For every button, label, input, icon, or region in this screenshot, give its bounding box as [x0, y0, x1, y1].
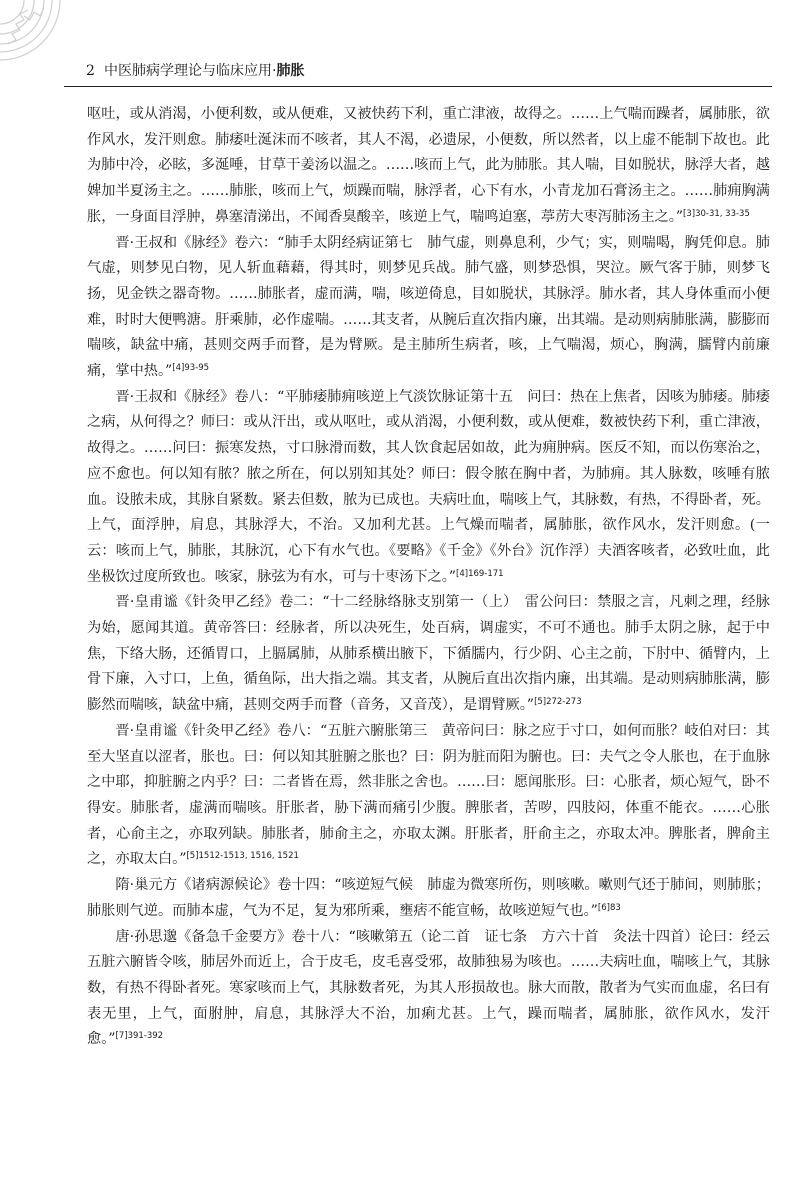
paragraph-text: 唐·孙思邈《备急千金要方》卷十八：“咳嗽第五（论二首 证七条 方六十首 灸法十四首）论曰：经云五脏六腑皆令咳，肺居外而近上，合于皮毛，皮毛喜受邪，故肺独易为咳也。……夫病吐血，喘咳上气，其脉数，有热不得卧者死。寒家咳而上气，其脉数者死，为其人形损故也。脉大而散，散者为气实而血虚，名曰有表无里，上气，面胕肿，肩息，其脉浮大不治，加痢尤甚。上气，躁而喘者，属肺胀，欲作风水，发汗愈。”	[87, 928, 770, 1048]
paragraph-text: 晋·皇甫谧《针灸甲乙经》卷八：“五脏六腑胀第三 黄帝问曰：脉之应于寸口，如何而胀？岐伯对曰：其至大坚直以涩者，胀也。曰：何以知其脏腑之胀也？曰：阴为脏而阳为腑也。曰：夫气之令人胀也，在于血脉之中耶，抑脏腑之内乎？曰：二者皆在焉，然非胀之舍也。……曰：愿闻胀形。曰：心胀者，烦心短气，卧不得安。肺胀者，虚满而喘咳。肝胀者，胁下满而痛引少腹。脾胀者，苦哕，四肢闷，体重不能衣。……心胀者，心俞主之，亦取列缺。肺胀者，肺俞主之，亦取太渊。肝胀者，肝俞主之，亦取太冲。脾胀者，脾俞主之，亦取太白。”	[87, 722, 770, 868]
decorative-seal-ornament	[0, 0, 64, 64]
paragraph-text: 晋·皇甫谧《针灸甲乙经》卷二：“十二经脉络脉支别第一（上） 雷公问曰：禁服之言，凡刺之理，经脉为始，愿闻其道。黄帝答曰：经脉者，所以决死生，处百病，调虚实，不可不通也。肺手太阴之脉，起于中焦，下络大肠，还循胃口，上膈属肺，从肺系横出腋下，下循臑内，行少阴、心主之前，下肘中、循臂内，上骨下廉，入寸口，上鱼，循鱼际，出大指之端。其支者，从腕后直出次指内廉，出其端。是动则病肺胀满，膨膨然而喘咳，缺盆中痛，甚则交两手而瞀（音务，又音茂），是谓臂厥。”	[87, 594, 770, 714]
paragraph-jiayijing-8	[87, 719, 770, 873]
book-title: 中医肺病学理论与临床应用	[104, 63, 272, 79]
running-title	[104, 60, 304, 82]
page-header	[64, 60, 772, 87]
body-text	[87, 102, 770, 1053]
title-separator: ·	[272, 63, 277, 79]
paragraph-text: 晋·王叔和《脉经》卷六：“肺手太阴经病证第七 肺气虚，则鼻息利，少气；实，则喘喝，胸凭仰息。肺气虚，则梦见白物，见人斩血藉藉，得其时，则梦见兵战。肺气盛，则梦恐惧，哭泣。厥气客于肺，则梦飞扬，见金铁之器奇物。……肺胀者，虚而满，喘，咳逆倚息，目如脱状，其脉浮。肺水者，其人身体重而小便难，时时大便鸭溏。肝乘肺，必作虚喘。……其支者，从腕后直次指内廉，出其端。是动则病肺胀满，膨膨而喘咳，缺盆中痛，甚则交两手而瞀，是为臂厥。是主肺所生病者，咳，上气喘渴，烦心，胸满，臑臂内前廉痛，掌中热。”	[87, 234, 770, 380]
citation-ref: [5]272-273	[534, 697, 582, 708]
citation-ref: [7]391-392	[115, 1031, 164, 1042]
paragraph-text: 呕吐，或从消渴，小便利数，或从便难，又被快药下利，重亡津液，故得之。……上气喘而躁者，属肺胀，欲作风水，发汗则愈。肺痿吐涎沫而不咳者，其人不渴，必遗尿，小便数，所以然者，以上虚不能制下故也。此为肺中冷，必眩，多涎唾，甘草干姜汤以温之。……咳而上气，此为肺胀。其人喘，目如脱状，脉浮大者，越婢加半夏汤主之。……肺胀，咳而上气，烦躁而喘，脉浮者，心下有水，小青龙加石膏汤主之。……肺痈胸满胀，一身面目浮肿，鼻塞清涕出，不闻香臭酸辛，咳逆上气，喘鸣迫塞，葶苈大枣泻肺汤主之。”	[87, 106, 770, 225]
chapter-title: 肺胀	[276, 63, 305, 79]
page-number: 2	[86, 63, 95, 79]
citation-ref: [5]1512-1513, 1516, 1521	[186, 851, 299, 862]
paragraph-maijing-8	[87, 385, 770, 591]
paragraph-jiayijing-2	[87, 590, 770, 719]
paragraph-zhubingyuanhou	[87, 873, 770, 924]
paragraph-continuation	[87, 102, 770, 231]
citation-ref: [4]169-171	[456, 568, 504, 579]
citation-ref: [3]30-31, 33-35	[683, 208, 750, 219]
paragraph-text: 隋·巢元方《诸病源候论》卷十四：“咳逆短气候 肺虚为微寒所伤，则咳嗽。嗽则气还于肺间，则肺胀；肺胀则气逆。而肺本虚，气为不足，复为邪所乘，壅痞不能宣畅，故咳逆短气也。”	[87, 877, 770, 919]
citation-ref: [4]93-95	[172, 363, 210, 374]
paragraph-maijing-6	[87, 231, 770, 385]
citation-ref: [6]83	[597, 902, 621, 913]
paragraph-text: 晋·王叔和《脉经》卷八：“平肺痿肺痈咳逆上气淡饮脉证第十五 问曰：热在上焦者，因咳为肺痿。肺痿之病，从何得之？师曰：或从汗出，或从呕吐，或从消渴，小便利数，或从便难，数被快药下利，重亡津液，故得之。……问曰：振寒发热，寸口脉滑而数，其人饮食起居如故，此为痈肿病。医反不知，而以伤寒治之，应不愈也。何以知有脓？脓之所在，何以别知其处？师曰：假令脓在胸中者，为肺痈。其人脉数，咳唾有脓血。设脓未成，其脉自紧数。紧去但数，脓为已成也。夫病吐血，喘咳上气，其脉数，有热，不得卧者，死。上气，面浮肿，肩息，其脉浮大，不治。又加利尤甚。上气燥而喘者，属肺胀，欲作风水，发汗则愈。(一云：咳而上气，肺胀，其脉沉，心下有水气也。《要略》《千金》《外台》沉作浮）夫酒客咳者，必致吐血，此坐极饮过度所致也。咳家，脉弦为有水，可与十枣汤下之。”	[87, 388, 770, 585]
paragraph-qianjinyaofang	[87, 925, 770, 1054]
